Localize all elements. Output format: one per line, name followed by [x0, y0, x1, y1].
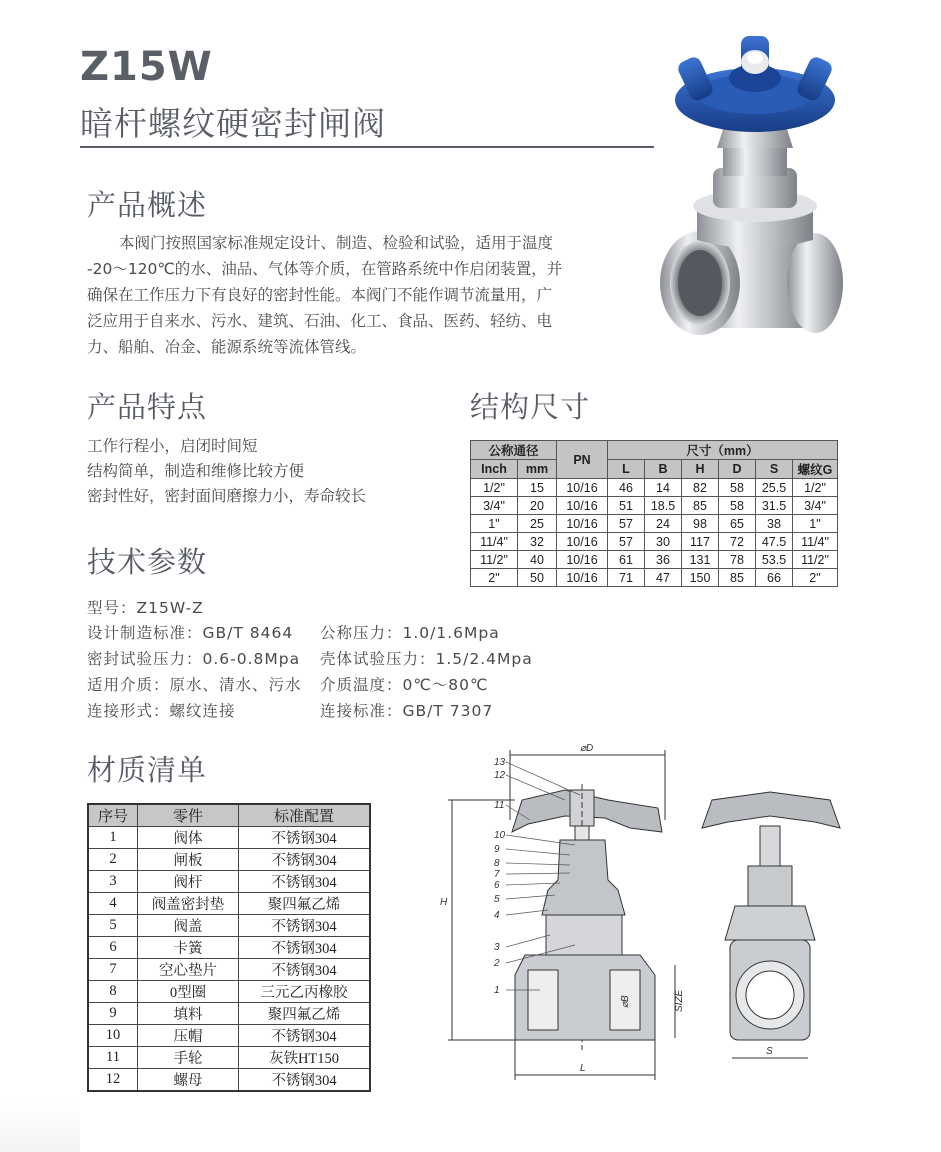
table-cell: 30 [645, 533, 682, 551]
materials-table [87, 803, 371, 1092]
tech-param: 壳体试验压力：1.5/2.4Mpa [320, 650, 533, 668]
table-cell: 3/4" [793, 497, 838, 515]
table-row [471, 515, 838, 533]
materials-heading: 材质清单 [87, 753, 208, 787]
tech-param: 连接标准：GB/T 7307 [320, 702, 494, 720]
table-cell: 1" [793, 515, 838, 533]
feature-item: 工作行程小，启闭时间短 [87, 437, 258, 455]
table-cell: 57 [608, 515, 645, 533]
table-cell: 25.5 [756, 479, 793, 497]
col-header: B [645, 460, 682, 479]
part-label: 13 [494, 757, 506, 768]
tech-param: 连接形式：螺纹连接 [87, 702, 236, 720]
table-cell: 12 [88, 1069, 138, 1092]
part-label: 5 [494, 894, 500, 905]
tech-param: 公称压力：1.0/1.6Mpa [320, 624, 500, 642]
table-cell: 1/2" [471, 479, 518, 497]
table-cell: 聚四氟乙烯 [239, 1003, 371, 1025]
tech-left-column [87, 620, 302, 724]
table-cell: 31.5 [756, 497, 793, 515]
table-cell: 空心垫片 [138, 959, 239, 981]
table-row [471, 569, 838, 587]
dim-label-l: L [580, 1063, 586, 1074]
table-cell: 14 [645, 479, 682, 497]
title-divider [80, 146, 654, 148]
size-header: 尺寸（mm） [608, 441, 838, 460]
table-cell: 15 [518, 479, 557, 497]
table-row [88, 959, 370, 981]
table-cell: 9 [88, 1003, 138, 1025]
part-label: 11 [494, 800, 505, 811]
overview-line: 本阀门按照国家标准规定设计、制造、检验和试验，适用于温度 [119, 234, 554, 252]
nominal-header: 公称通径 [471, 441, 557, 460]
table-cell: 11 [88, 1047, 138, 1069]
table-cell: 2" [471, 569, 518, 587]
table-cell: 11/4" [793, 533, 838, 551]
table-cell: 2" [793, 569, 838, 587]
table-cell: 38 [756, 515, 793, 533]
table-cell: 10/16 [557, 569, 608, 587]
table-cell: 2 [88, 849, 138, 871]
table-row [88, 827, 370, 849]
table-cell: 131 [682, 551, 719, 569]
dim-label-d: ⌀D [580, 743, 594, 754]
table-cell: 阀杆 [138, 871, 239, 893]
table-cell: 4 [88, 893, 138, 915]
product-subtitle: 暗杆螺纹硬密封闸阀 [80, 104, 386, 143]
table-cell: 11/2" [471, 551, 518, 569]
table-row [88, 937, 370, 959]
table-row [88, 1047, 370, 1069]
table-row [88, 871, 370, 893]
table-row [88, 849, 370, 871]
tech-heading: 技术参数 [87, 545, 208, 579]
part-label: 4 [494, 910, 500, 921]
col-header: 零件 [138, 804, 239, 827]
table-cell: 32 [518, 533, 557, 551]
table-cell: 98 [682, 515, 719, 533]
part-label: 3 [494, 942, 500, 953]
table-row [88, 893, 370, 915]
dim-label-s: S [766, 1046, 773, 1057]
part-label: 1 [494, 985, 500, 996]
table-row [471, 497, 838, 515]
table-cell: 压帽 [138, 1025, 239, 1047]
table-cell: 57 [608, 533, 645, 551]
table-cell: 手轮 [138, 1047, 239, 1069]
table-cell: 3/4" [471, 497, 518, 515]
table-cell: 6 [88, 937, 138, 959]
dim-label-b: ⌀B [620, 995, 631, 1008]
table-cell: 72 [719, 533, 756, 551]
table-cell: 61 [608, 551, 645, 569]
table-cell: 47.5 [756, 533, 793, 551]
overview-line: 泛应用于自来水、污水、建筑、石油、化工、食品、医药、轻纺、电 [87, 312, 553, 330]
table-cell: 10/16 [557, 497, 608, 515]
dim-label-h: H [440, 897, 448, 908]
tech-param: 设计制造标准：GB/T 8464 [87, 624, 294, 642]
table-cell: 51 [608, 497, 645, 515]
table-cell: 不锈钢304 [239, 827, 371, 849]
feature-item: 结构简单，制造和维修比较方便 [87, 462, 305, 480]
table-cell: 灰铁HT150 [239, 1047, 371, 1069]
table-cell: 85 [682, 497, 719, 515]
part-label: 10 [494, 830, 506, 841]
table-row [88, 1069, 370, 1092]
table-row [88, 915, 370, 937]
col-header: 序号 [88, 804, 138, 827]
pn-header: PN [557, 441, 608, 479]
features-list [87, 434, 366, 509]
table-cell: 阀盖 [138, 915, 239, 937]
col-header: L [608, 460, 645, 479]
table-cell: 3 [88, 871, 138, 893]
table-cell: 三元乙丙橡胶 [239, 981, 371, 1003]
table-cell: 58 [719, 479, 756, 497]
table-cell: 150 [682, 569, 719, 587]
dimension-table [470, 440, 838, 587]
table-cell: 10/16 [557, 533, 608, 551]
table-cell: 阀体 [138, 827, 239, 849]
table-row [471, 551, 838, 569]
structure-heading: 结构尺寸 [470, 390, 591, 424]
table-row [471, 479, 838, 497]
table-cell: 50 [518, 569, 557, 587]
table-cell: 10/16 [557, 479, 608, 497]
table-cell: 53.5 [756, 551, 793, 569]
col-header: 螺纹G [793, 460, 838, 479]
table-cell: 填料 [138, 1003, 239, 1025]
table-cell: 卡簧 [138, 937, 239, 959]
table-cell: 8 [88, 981, 138, 1003]
table-cell: 螺母 [138, 1069, 239, 1092]
table-cell: 不锈钢304 [239, 959, 371, 981]
table-cell: 1 [88, 827, 138, 849]
part-label: 9 [494, 844, 500, 855]
table-cell: 85 [719, 569, 756, 587]
table-cell: 65 [719, 515, 756, 533]
technical-drawing [430, 740, 870, 1085]
table-cell: 5 [88, 915, 138, 937]
table-cell: 不锈钢304 [239, 937, 371, 959]
table-cell: 10/16 [557, 551, 608, 569]
table-cell: 闸板 [138, 849, 239, 871]
overview-line: 力、船舶、冶金、能源系统等流体管线。 [87, 338, 367, 356]
dim-label-size: SIZE [674, 989, 685, 1012]
col-header: mm [518, 460, 557, 479]
part-label: 7 [494, 869, 500, 880]
col-header: H [682, 460, 719, 479]
table-cell: 7 [88, 959, 138, 981]
table-cell: 1/2" [793, 479, 838, 497]
table-cell: 18.5 [645, 497, 682, 515]
table-row [88, 981, 370, 1003]
col-header: D [719, 460, 756, 479]
model-code: Z15W [80, 44, 213, 90]
tech-param: 介质温度：0℃～80℃ [320, 676, 489, 694]
table-cell: 1" [471, 515, 518, 533]
table-cell: 20 [518, 497, 557, 515]
overview-line: -20～120℃的水、油品、气体等介质，在管路系统中作启闭装置，并 [87, 260, 563, 278]
table-cell: 71 [608, 569, 645, 587]
table-cell: 25 [518, 515, 557, 533]
tech-right-column [320, 620, 533, 724]
table-row [88, 1025, 370, 1047]
table-cell: 聚四氟乙烯 [239, 893, 371, 915]
col-header: S [756, 460, 793, 479]
table-cell: 10/16 [557, 515, 608, 533]
table-cell: 不锈钢304 [239, 915, 371, 937]
col-header: 标准配置 [239, 804, 371, 827]
table-cell: 阀盖密封垫 [138, 893, 239, 915]
overview-text [87, 230, 587, 360]
feature-item: 密封性好，密封面间磨擦力小，寿命较长 [87, 487, 367, 505]
table-cell: 不锈钢304 [239, 1069, 371, 1092]
overview-heading: 产品概述 [87, 188, 208, 222]
part-label: 2 [494, 958, 500, 969]
part-label: 8 [494, 858, 500, 869]
table-cell: 24 [645, 515, 682, 533]
table-cell: 不锈钢304 [239, 871, 371, 893]
table-cell: 40 [518, 551, 557, 569]
features-heading: 产品特点 [87, 390, 208, 424]
table-cell: 11/2" [793, 551, 838, 569]
table-cell: 不锈钢304 [239, 1025, 371, 1047]
tech-param: 适用介质：原水、清水、污水 [87, 676, 302, 694]
overview-line: 确保在工作压力下有良好的密封性能。本阀门不能作调节流量用，广 [87, 286, 553, 304]
table-cell: 不锈钢304 [239, 849, 371, 871]
part-label: 12 [494, 770, 506, 781]
table-cell: 47 [645, 569, 682, 587]
table-cell: 10 [88, 1025, 138, 1047]
gate-valve-photo [655, 28, 855, 346]
table-row [471, 533, 838, 551]
table-cell: 78 [719, 551, 756, 569]
table-cell: 11/4" [471, 533, 518, 551]
table-cell: 117 [682, 533, 719, 551]
table-cell: 66 [756, 569, 793, 587]
table-row [88, 1003, 370, 1025]
tech-param: 密封试验压力：0.6-0.8Mpa [87, 650, 301, 668]
table-cell: 46 [608, 479, 645, 497]
col-header: Inch [471, 460, 518, 479]
table-cell: 82 [682, 479, 719, 497]
part-label: 6 [494, 880, 500, 891]
tech-model: 型号：Z15W-Z [87, 599, 204, 617]
table-cell: 58 [719, 497, 756, 515]
table-cell: 36 [645, 551, 682, 569]
table-cell: 0型圈 [138, 981, 239, 1003]
page-edge-shadow [0, 1100, 80, 1152]
